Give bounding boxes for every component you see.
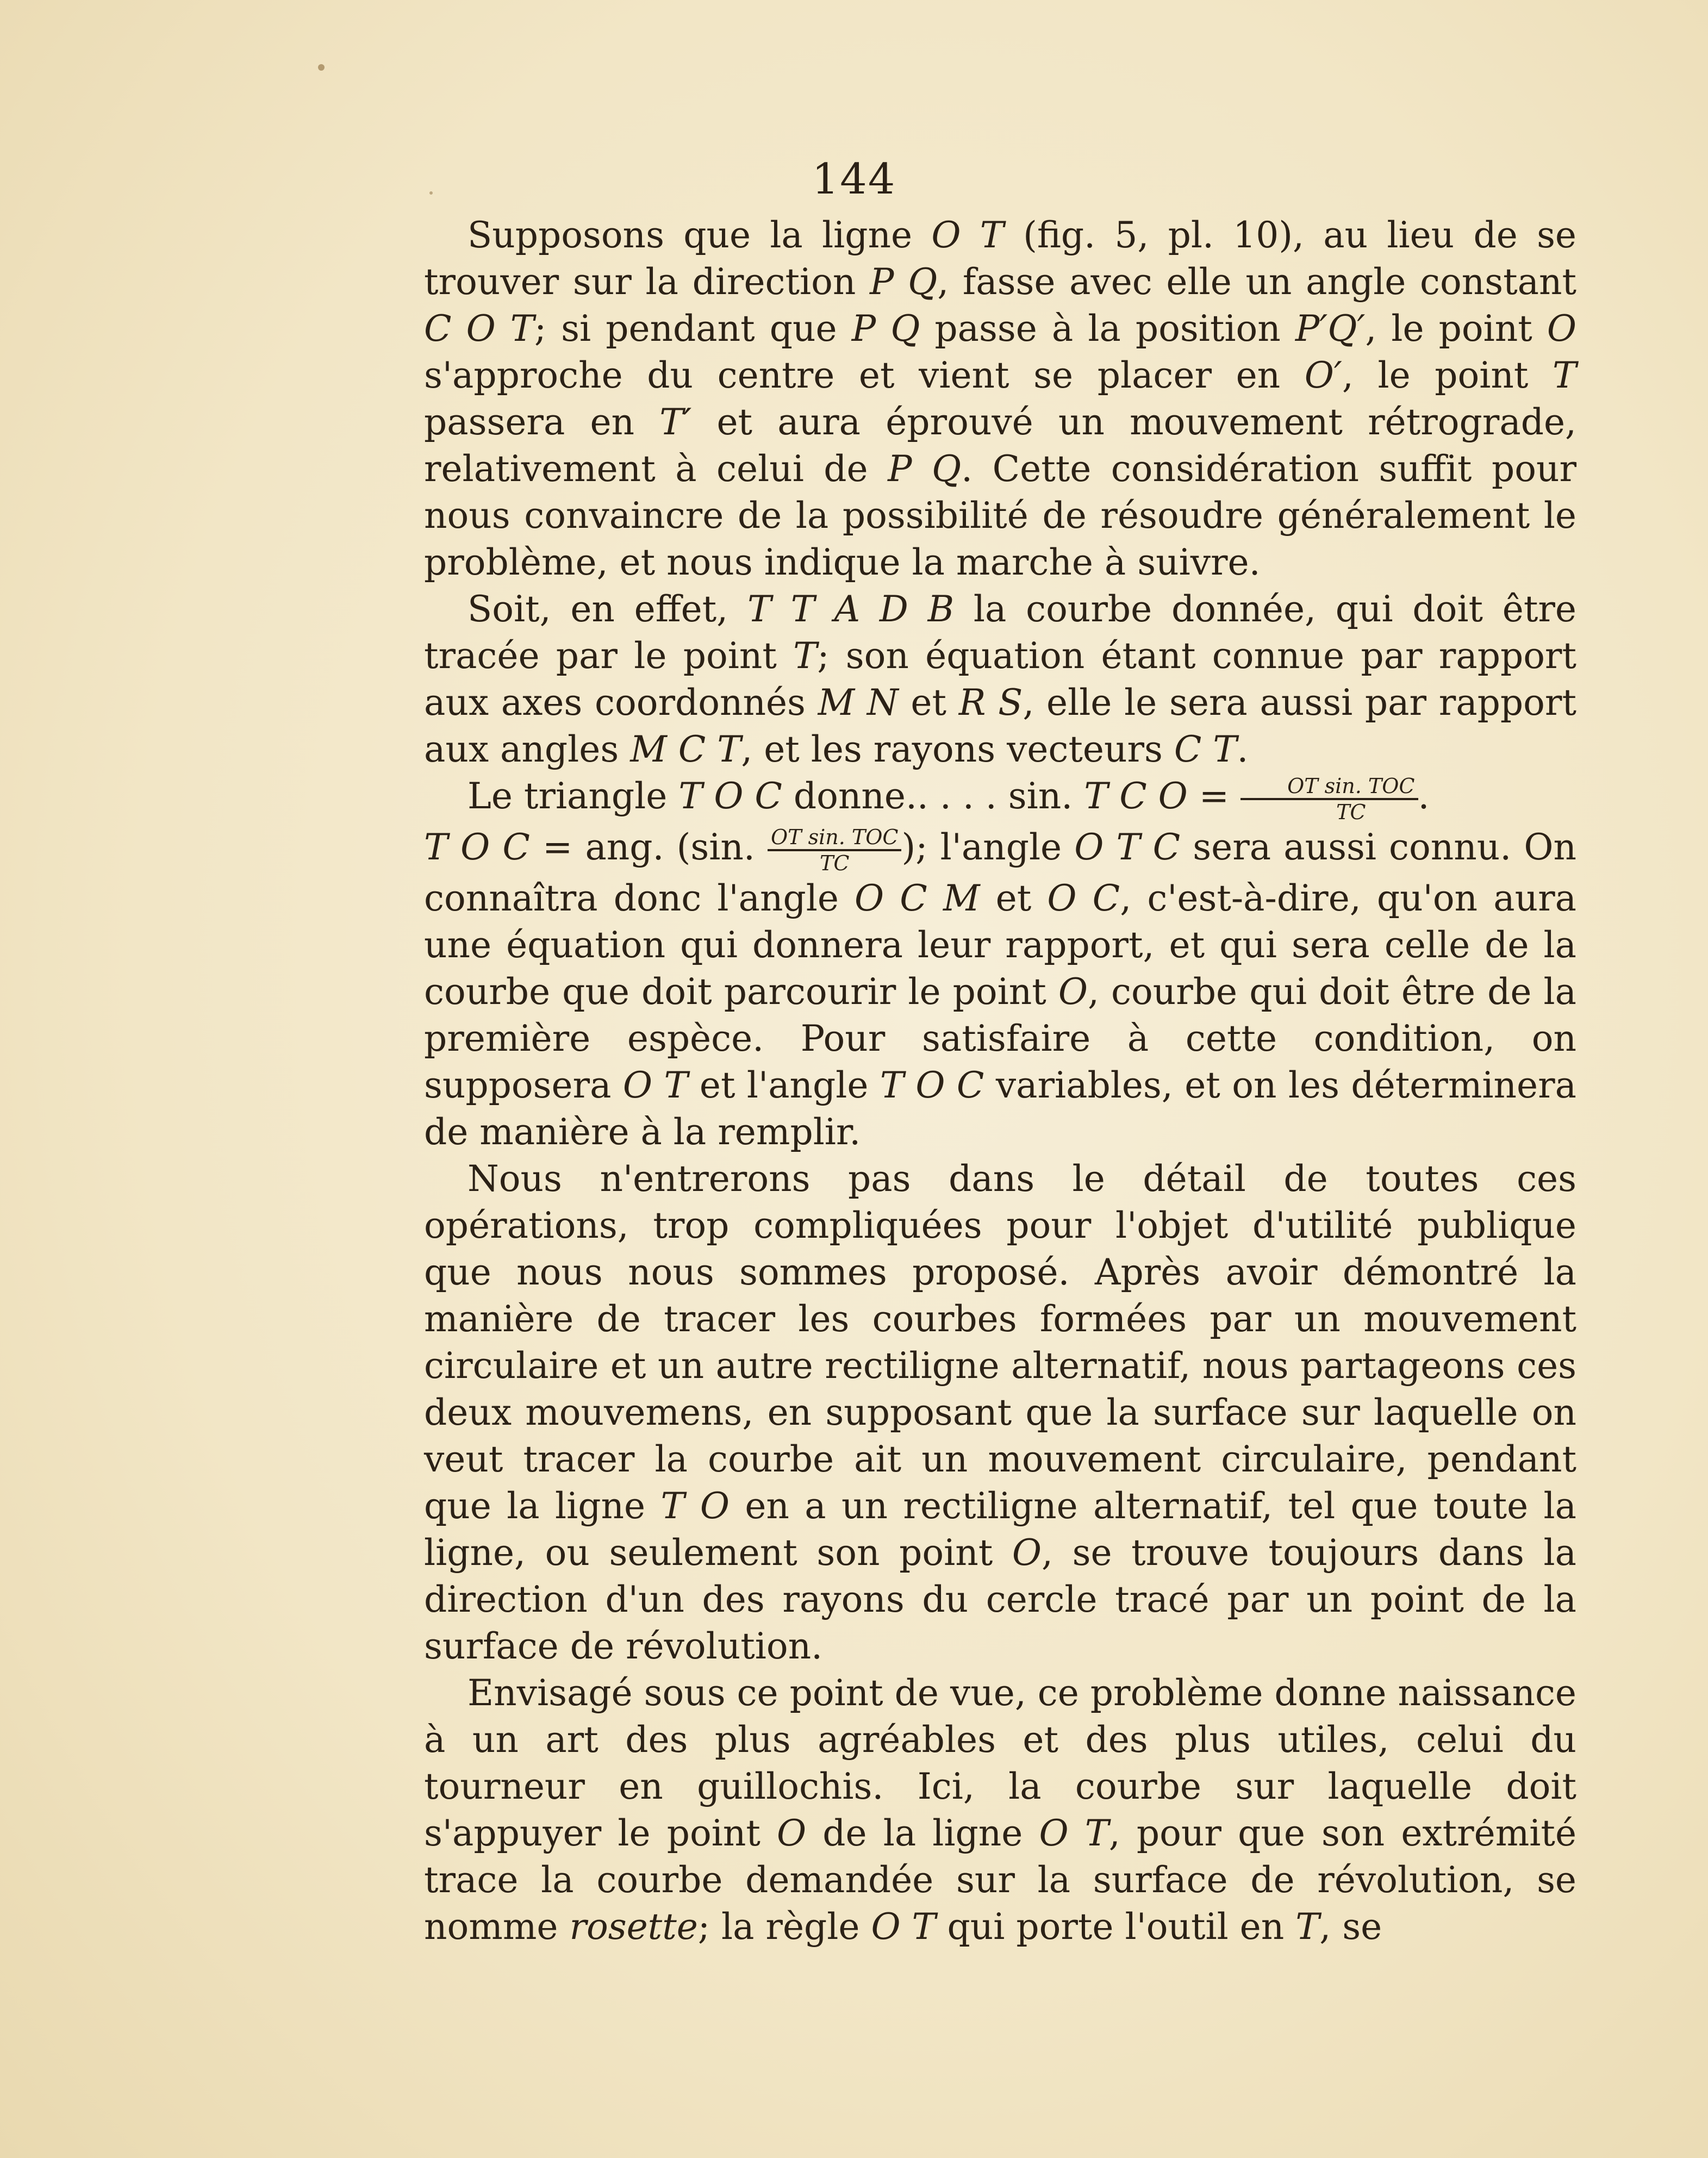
fraction-denominator: TC [1336, 800, 1366, 824]
math-var: T O C [880, 1064, 984, 1106]
paragraph-1: Supposons que la ligne O T (fig. 5, pl. 10), au lieu de se trouver sur la direction P Q, fasse avec elle un angle constant C O T; si pendant que P Q passe à la position P′Q′, le point O s'approche du centre et vient se placer en O′, le point T passera en T′ et aura éprouvé un mouvement rétrograde, relativement à celui de P Q. Cette considération suffit pour nous convaincre de la possibilité de résoudre généralement le problème, et nous indique la marche à suivre. [424, 214, 1577, 583]
math-var: M N [818, 682, 899, 724]
math-var: P Q [851, 308, 920, 350]
fraction-numerator: OT sin. TOC [1241, 774, 1418, 800]
paper-stain [318, 64, 325, 71]
math-var: O T [1039, 1812, 1109, 1854]
paragraph-2: Soit, en effet, T T A D B la courbe donnée, qui doit être tracée par le point T; son équation étant connue par rapport aux axes coordonnés M N et R S, elle le sera aussi par rapport aux angles M C T, et les rayons vecteurs C T. [424, 588, 1577, 770]
paragraph-5: Envisagé sous ce point de vue, ce problème donne naissance à un art des plus agréables et des plus utiles, celui du tourneur en guillochis. Ici, la courbe sur laquelle doit s'appuyer le point O de la ligne O T, pour que son extrémité trace la courbe demandée sur la surface de révolution, se nomme rosette; la règle O T qui porte l'outil en T, se [424, 1672, 1576, 1948]
math-var: O C [1047, 877, 1120, 919]
fraction [1241, 774, 1418, 824]
math-var: M C T [630, 728, 741, 770]
math-var: T C O [1084, 775, 1188, 817]
math-var: P′Q′ [1295, 308, 1366, 350]
math-var: O T [622, 1064, 688, 1106]
equation-line: Le triangle T O C donne.. . . . sin. T C O = $\frac{\text{OT sin. TOC}}{TC}$ . [467, 774, 1430, 824]
math-var: R S [958, 682, 1023, 724]
math-var: T T A D B [747, 588, 955, 630]
fraction-denominator: TC [820, 851, 850, 875]
math-var: O [1012, 1532, 1042, 1574]
math-var: O [777, 1812, 807, 1854]
paragraph-3: T O C = ang. (sin. $\frac{\text{OT sin. TOC}}{TC}$ ); l'angle O T C sera aussi connu. On connaîtra donc l'angle O C M et O C, c'est-à-dire, qu'on aura une équation qui donnera leur rapport, et qui sera celle de la courbe que doit parcourir le point O, courbe qui doit être de la première espèce. Pour satisfaire à cette condition, on supposera O T et l'angle T O C variables, et on les déterminera de manière à la remplir. [424, 825, 1577, 1153]
math-var: T O [660, 1485, 730, 1527]
math-var: T O C [678, 775, 782, 817]
fraction-numerator: OT sin. TOC [768, 825, 901, 851]
body-text [424, 212, 1576, 1950]
math-var: T [1295, 1906, 1320, 1948]
math-var: O T C [1074, 826, 1181, 868]
math-var: O T [931, 214, 1004, 256]
math-var: C T [1174, 728, 1237, 770]
math-var: P Q [888, 448, 962, 490]
math-var: T [1552, 354, 1576, 396]
math-var: O [1547, 308, 1577, 350]
math-var: O T [871, 1906, 936, 1948]
page-number: 144 [812, 155, 896, 204]
math-var: T′ [659, 401, 692, 443]
term-rosette: rosette [569, 1906, 698, 1948]
paragraph-4: Nous n'entrerons pas dans le détail de toutes ces opérations, trop compliquées pour l'objet d'utilité publique que nous nous sommes proposé. Après avoir démontré la manière de tracer les courbes formées par un mouvement circulaire et un autre rectiligne alternatif, nous partageons ces deux mouvemens, en supposant que la surface sur laquelle on veut tracer la courbe ait un mouvement circulaire, pendant que la ligne T O en a un rectiligne alternatif, tel que toute la ligne, ou seulement son point O, se trouve toujours dans la direction d'un des rayons du cercle tracé par un point de la surface de révolution. [424, 1158, 1576, 1667]
math-var: O′ [1304, 354, 1342, 396]
math-var: T O C [424, 826, 530, 868]
math-var: O [1058, 971, 1088, 1013]
fraction [768, 825, 901, 875]
math-var: C O T [424, 308, 534, 350]
math-var: T [793, 635, 818, 677]
math-var: O C M [855, 877, 980, 919]
math-var: P Q [870, 261, 938, 303]
